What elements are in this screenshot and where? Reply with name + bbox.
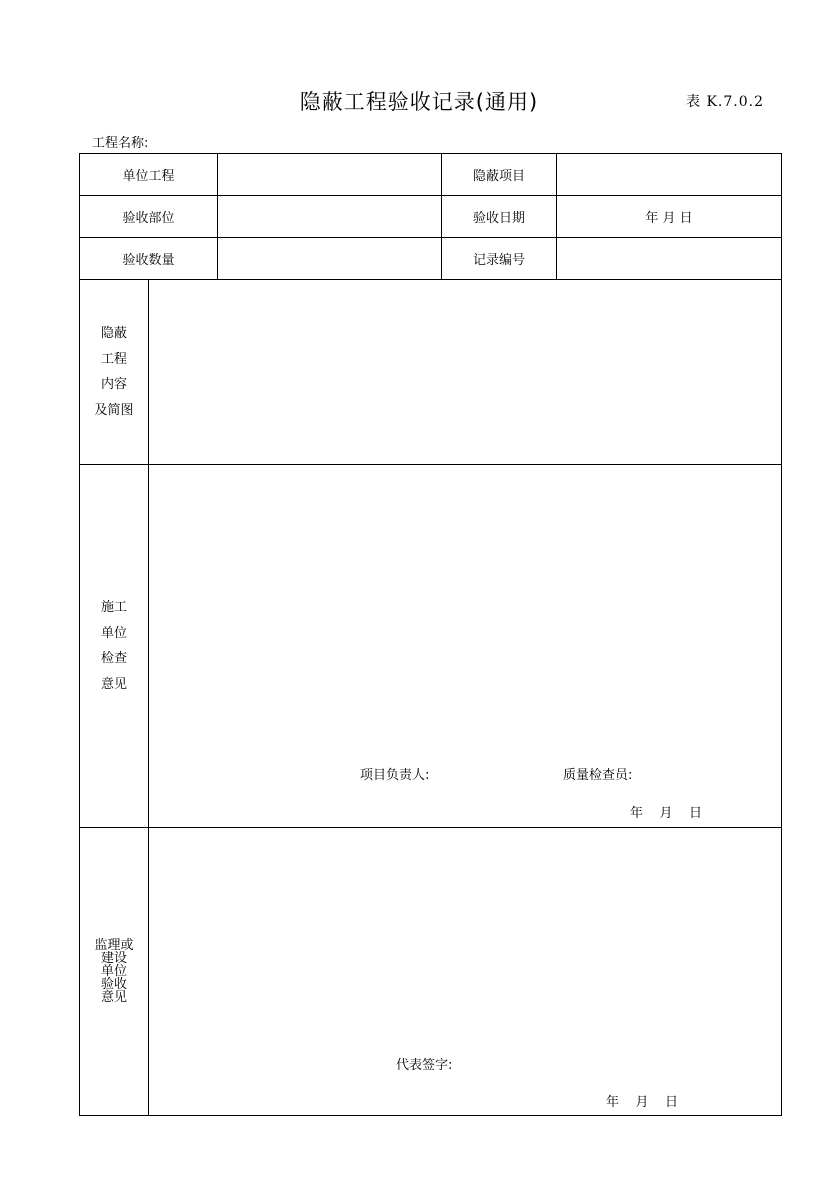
- unit-project-field[interactable]: [218, 154, 441, 195]
- form-number: 表 K.7.0.2: [686, 94, 764, 110]
- acceptance-date-field[interactable]: 年 月 日: [645, 211, 693, 226]
- acceptance-date-label: 验收日期: [472, 211, 525, 226]
- acceptance-location-field[interactable]: [218, 196, 441, 237]
- supervisor-opinion-label: [80, 828, 148, 1115]
- supervisor-opinion-area[interactable]: [149, 828, 781, 1038]
- label-line: 检查: [100, 651, 127, 666]
- contractor-opinion-area[interactable]: [149, 465, 781, 745]
- project-name-label: 工程名称:: [92, 136, 149, 151]
- project-manager-label: 项目负责人:: [360, 768, 430, 783]
- label-line: 建设: [100, 951, 127, 966]
- contractor-opinion-label: [80, 465, 148, 827]
- concealed-content-label: [80, 280, 148, 464]
- table-border-bottom: [79, 1115, 782, 1116]
- label-line: 隐蔽: [100, 326, 127, 341]
- concealed-item-field[interactable]: [557, 154, 781, 195]
- label-line: 意见: [100, 990, 127, 1005]
- label-line: 施工: [100, 600, 127, 615]
- contractor-date[interactable]: 年 月 日: [630, 806, 703, 821]
- supervisor-date[interactable]: 年 月 日: [606, 1095, 679, 1110]
- label-line: 工程: [100, 351, 127, 367]
- label-line: 内容: [100, 377, 127, 392]
- acceptance-location-label: 验收部位: [122, 211, 175, 226]
- record-number-field[interactable]: [557, 238, 781, 279]
- quality-inspector-label: 质量检查员:: [563, 768, 633, 783]
- record-number-label: 记录编号: [472, 253, 525, 268]
- label-line: 意见: [100, 676, 127, 692]
- acceptance-quantity-label: 验收数量: [122, 253, 175, 268]
- label-line: 监理或: [94, 938, 134, 953]
- page-title: 隐蔽工程验收记录(通用): [299, 90, 539, 114]
- label-line: 单位: [100, 625, 127, 641]
- concealed-item-label: 隐蔽项目: [472, 169, 525, 184]
- representative-signature-label: 代表签字:: [396, 1058, 453, 1073]
- label-line: 验收: [100, 977, 127, 992]
- label-line: 及简图: [94, 402, 134, 418]
- concealed-content-area[interactable]: [149, 280, 781, 464]
- label-line: 单位: [100, 964, 127, 979]
- unit-project-label: 单位工程: [122, 169, 175, 184]
- acceptance-quantity-field[interactable]: [218, 238, 441, 279]
- table-border-right: [781, 153, 782, 1116]
